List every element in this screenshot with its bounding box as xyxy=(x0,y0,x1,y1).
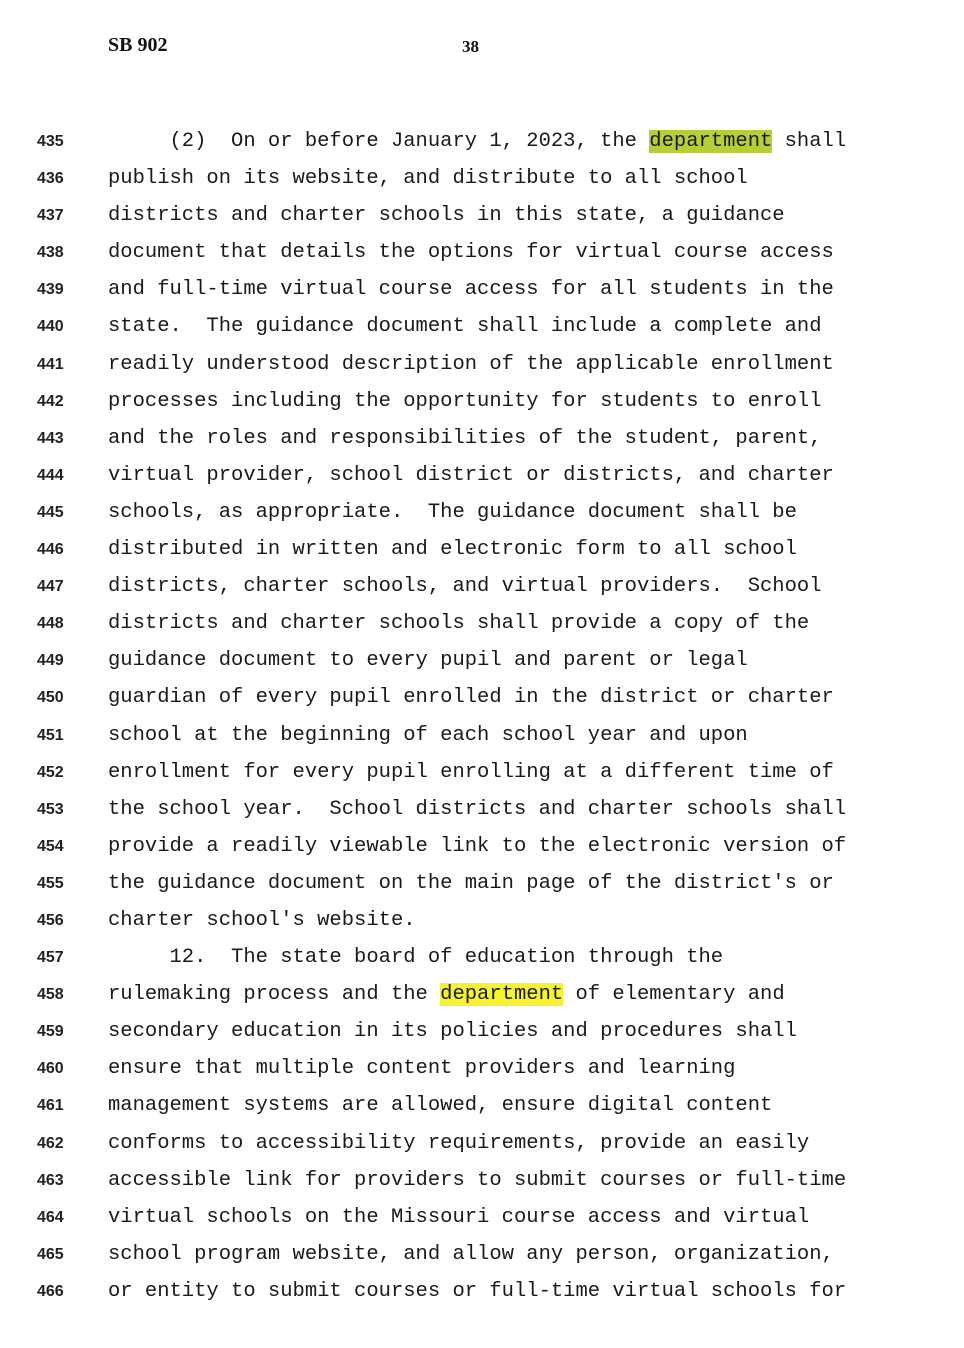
line-text: rulemaking process and the department of elementary and xyxy=(108,983,785,1007)
line-text: 12. The state board of education through the xyxy=(108,946,724,970)
line-number: 452 xyxy=(37,763,64,781)
highlighted-term: department xyxy=(649,130,773,153)
line-text: or entity to submit courses or full-time virtual schools for xyxy=(108,1279,847,1303)
bill-line xyxy=(0,1127,964,1164)
bill-line xyxy=(0,310,964,347)
bill-line xyxy=(0,459,964,496)
line-text: school program website, and allow any person, organization, xyxy=(108,1242,834,1266)
line-text: ensure that multiple content providers and learning xyxy=(108,1057,736,1081)
bill-line xyxy=(0,1089,964,1126)
line-number: 465 xyxy=(37,1245,64,1263)
line-number: 453 xyxy=(37,800,64,818)
bill-line xyxy=(0,756,964,793)
line-number: 437 xyxy=(37,207,64,225)
bill-line xyxy=(0,236,964,273)
line-number: 461 xyxy=(37,1097,64,1115)
line-number: 459 xyxy=(37,1023,64,1041)
line-text: (2) On or before January 1, 2023, the department shall xyxy=(108,130,847,153)
line-text: enrollment for every pupil enrolling at a different time of xyxy=(108,760,834,784)
line-text: document that details the options for virtual course access xyxy=(108,241,834,265)
bill-line xyxy=(0,570,964,607)
line-text: and the roles and responsibilities of the student, parent, xyxy=(108,426,822,450)
bill-line xyxy=(0,719,964,756)
page-number: 38 xyxy=(462,37,479,56)
bill-line xyxy=(0,162,964,199)
line-text: processes including the opportunity for students to enroll xyxy=(108,389,822,413)
line-number: 464 xyxy=(37,1208,64,1226)
line-number: 466 xyxy=(37,1282,64,1300)
line-text: accessible link for providers to submit courses or full-time xyxy=(108,1168,847,1192)
line-number: 457 xyxy=(37,949,64,967)
line-number: 447 xyxy=(37,578,64,596)
bill-line xyxy=(0,1015,964,1052)
bill-line xyxy=(0,978,964,1015)
line-number: 444 xyxy=(37,466,64,484)
bill-line xyxy=(0,1201,964,1238)
bill-line xyxy=(0,125,964,162)
bill-line xyxy=(0,1238,964,1275)
bill-line xyxy=(0,830,964,867)
line-text: school at the beginning of each school year and upon xyxy=(108,723,748,747)
bill-line xyxy=(0,1275,964,1312)
bill-line xyxy=(0,533,964,570)
bill-line xyxy=(0,904,964,941)
bill-number: SB 902 xyxy=(108,34,168,56)
bill-line xyxy=(0,1164,964,1201)
line-text: management systems are allowed, ensure digital content xyxy=(108,1094,773,1118)
bill-line xyxy=(0,1052,964,1089)
line-text: distributed in written and electronic form to all school xyxy=(108,538,797,562)
line-text: charter school's website. xyxy=(108,908,416,932)
bill-line xyxy=(0,199,964,236)
bill-line xyxy=(0,607,964,644)
bill-line xyxy=(0,681,964,718)
line-number: 442 xyxy=(37,392,64,410)
line-text: the guidance document on the main page of the district's or xyxy=(108,871,834,895)
line-number: 458 xyxy=(37,986,64,1004)
line-number: 438 xyxy=(37,244,64,262)
line-number: 455 xyxy=(37,874,64,892)
bill-line xyxy=(0,348,964,385)
line-number: 451 xyxy=(37,726,64,744)
bill-line xyxy=(0,793,964,830)
line-text: secondary education in its policies and procedures shall xyxy=(108,1020,797,1044)
line-text: and full-time virtual course access for all students in the xyxy=(108,278,834,302)
bill-text-body xyxy=(0,125,964,1312)
line-text: publish on its website, and distribute to all school xyxy=(108,167,748,191)
bill-line xyxy=(0,273,964,310)
line-number: 448 xyxy=(37,615,64,633)
line-number: 463 xyxy=(37,1171,64,1189)
line-text: conforms to accessibility requirements, provide an easily xyxy=(108,1131,810,1155)
bill-line xyxy=(0,941,964,978)
line-number: 436 xyxy=(37,170,64,188)
line-text: guidance document to every pupil and parent or legal xyxy=(108,649,748,673)
line-number: 449 xyxy=(37,652,64,670)
line-number: 462 xyxy=(37,1134,64,1152)
bill-line xyxy=(0,644,964,681)
line-number: 446 xyxy=(37,541,64,559)
line-number: 460 xyxy=(37,1060,64,1078)
line-text: virtual schools on the Missouri course access and virtual xyxy=(108,1205,810,1229)
line-number: 456 xyxy=(37,911,64,929)
bill-line xyxy=(0,496,964,533)
line-text: districts and charter schools in this state, a guidance xyxy=(108,204,785,228)
line-text: schools, as appropriate. The guidance document shall be xyxy=(108,500,797,524)
line-number: 445 xyxy=(37,503,64,521)
line-text: districts, charter schools, and virtual providers. School xyxy=(108,575,822,599)
line-number: 439 xyxy=(37,281,64,299)
line-number: 435 xyxy=(37,133,64,150)
line-number: 454 xyxy=(37,837,64,855)
line-number: 441 xyxy=(37,355,64,373)
line-text: the school year. School districts and charter schools shall xyxy=(108,797,847,821)
line-text: districts and charter schools shall provide a copy of the xyxy=(108,612,810,636)
bill-line xyxy=(0,422,964,459)
line-number: 450 xyxy=(37,689,64,707)
line-number: 440 xyxy=(37,318,64,336)
line-text: provide a readily viewable link to the electronic version of xyxy=(108,834,847,858)
bill-line xyxy=(0,867,964,904)
highlighted-term: department xyxy=(440,983,564,1007)
line-text: state. The guidance document shall include a complete and xyxy=(108,315,822,339)
line-text: guardian of every pupil enrolled in the district or charter xyxy=(108,686,834,710)
line-text: readily understood description of the applicable enrollment xyxy=(108,352,834,376)
bill-line xyxy=(0,385,964,422)
line-number: 443 xyxy=(37,429,64,447)
line-text: virtual provider, school district or districts, and charter xyxy=(108,463,834,487)
